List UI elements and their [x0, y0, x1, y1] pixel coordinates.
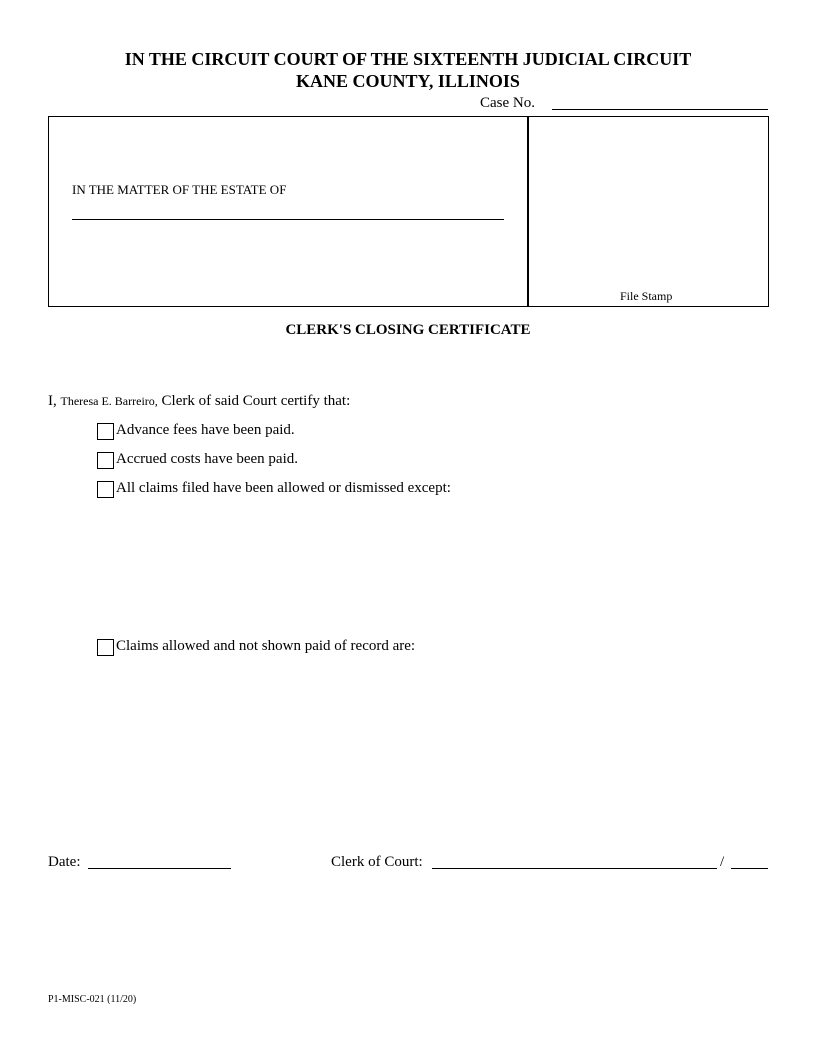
certification-prefix: I,	[48, 393, 57, 409]
estate-matter-label: IN THE MATTER OF THE ESTATE OF	[72, 182, 287, 197]
file-stamp-label: File Stamp	[620, 289, 673, 303]
clerk-signature-field[interactable]	[432, 868, 717, 869]
accrued-costs-label: Accrued costs have been paid.	[116, 451, 299, 467]
case-number-label: Case No.	[480, 95, 535, 111]
advance-fees-checkbox[interactable]	[97, 423, 114, 440]
advance-fees-label: Advance fees have been paid.	[116, 422, 295, 438]
claims-unpaid-checkbox[interactable]	[97, 639, 114, 656]
document-title: CLERK'S CLOSING CERTIFICATE	[285, 322, 531, 338]
date-field[interactable]	[88, 868, 231, 869]
deputy-field[interactable]	[731, 868, 768, 869]
form-id: P1-MISC-021 (11/20)	[48, 994, 137, 1005]
caption-box	[48, 116, 529, 307]
accrued-costs-checkbox[interactable]	[97, 452, 114, 469]
clerk-name: Theresa E. Barreiro,	[60, 394, 158, 408]
estate-name-field[interactable]	[72, 219, 504, 220]
certification-suffix: Clerk of said Court certify that:	[161, 393, 351, 409]
signature-separator: /	[720, 854, 725, 870]
clerk-of-court-label: Clerk of Court:	[331, 854, 423, 870]
file-stamp-box	[527, 116, 769, 307]
claims-filed-label: All claims filed have been allowed or dismissed except:	[116, 480, 451, 496]
court-heading: IN THE CIRCUIT COURT OF THE SIXTEENTH JUDICIAL CIRCUIT	[124, 49, 692, 69]
date-label: Date:	[48, 854, 81, 870]
claims-unpaid-label: Claims allowed and not shown paid of record are:	[116, 638, 416, 654]
claims-filed-checkbox[interactable]	[97, 481, 114, 498]
case-number-field[interactable]	[552, 109, 768, 110]
county-heading: KANE COUNTY, ILLINOIS	[296, 71, 520, 91]
certification-statement	[48, 393, 350, 410]
